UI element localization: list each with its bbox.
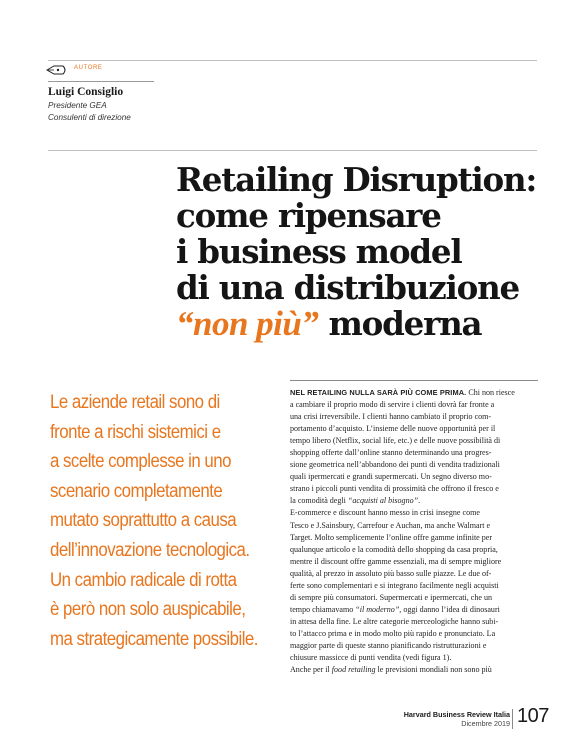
body-line: mentre il discount offre gamme essenziali, ma di sempre migliore [290,556,502,566]
author-company: Consulenti di direzione [48,113,131,122]
pull-quote [50,388,256,654]
body-line: E-commerce e discount hanno messo in crisi insegne come [290,508,480,518]
body-rule [290,380,538,381]
body-line: Tesco e J.Sainsbury, Carrefour e Auchan, ma anche Walmart e [290,520,491,530]
body-line: qualità, al prezzo in assoluto più basso sulle piazze. Le due of- [290,568,492,578]
body-line: to l’attacco prima e in modo molto più rapido e pronunciato. La [290,628,496,638]
pull-quote-line: Un cambio radicale di rotta [50,568,237,591]
footer-date: Dicembre 2019 [461,719,510,728]
body-line: Target. Molto semplicemente l’online offre gamme infinite per [290,532,493,542]
pull-quote-line: dell’innovazione tecnologica. [50,538,250,561]
body-line: quali ipermercati e grandi supermercati. Un segno diverso mo- [290,472,492,482]
body-line: shopping offerte dall’online stanno determinando una progres- [290,448,492,458]
body-line: ferte sono complementari e si integrano facilmente negli acquisti [290,580,499,590]
body-line: portamento d’acquisto. L’insieme delle nuove opportunità per il [290,424,496,434]
page-number: 107 [517,705,549,727]
body-line: qualunque articolo e la comodità dello shopping da casa propria, [290,544,498,554]
body-line: tempo chiamavamo “il moderno”, oggi danno l’idea di dinosauri [290,604,500,614]
section-tag: AUTORE [74,65,103,71]
headline-line: Retailing Disruption: [176,160,537,199]
pull-quote-line: a scelte complesse in uno [50,450,231,473]
body-line: di sempre più consumatori. Supermercati e ipermercati, che un [290,592,492,602]
headline-line: i business model [176,232,462,271]
author-role [48,100,131,124]
body-text [290,387,540,676]
body-line: strano i piccoli punti vendita di prossimità che offrono il fresco e [290,484,499,494]
body-line: chiusure massicce di punti vendita (vedi figura 1). [290,653,452,663]
body-line: in attesa della fine. Le altre categorie merceologiche hanno subi- [290,616,499,626]
body-line: a cambiare il proprio modo di servire i clienti dovrà far fronte a [290,400,495,410]
headline-line: come ripensare [176,196,441,235]
headline-line: di una distribuzione [176,268,520,307]
body-line: maggior parte di queste stanno pianificando ristrutturazioni e [290,640,487,650]
author-title: Presidente GEA [48,101,107,110]
author-rule [48,81,154,82]
body-line: sione geometrica nell’abbandono dei punti di vendita tradizionali [290,460,500,470]
headline-accent: “non più” [176,304,319,343]
body-line: NEL RETAILING NULLA SARÀ PIÙ COME PRIMA. Chi non riesce [290,388,515,397]
pull-quote-line: Le aziende retail sono di [50,391,220,413]
body-lead-in: NEL RETAILING NULLA SARÀ PIÙ COME PRIMA. [290,388,467,397]
body-line: tempo libero (Netflix, social life, etc.) e delle nuove possibilità di [290,436,501,446]
author-name: Luigi Consiglio [48,86,124,98]
headline-line [176,306,536,342]
top-rule [48,60,537,61]
article-headline [176,162,536,342]
headline-end: moderna [318,304,482,343]
body-line: una crisi irreversibile. I clienti hanno cambiato il proprio com- [290,412,492,422]
pull-quote-line: mutato soprattutto a causa [50,509,237,532]
body-line: la comodità degli “acquisti al bisogno”. [290,496,421,506]
fountain-pen-icon [46,64,68,76]
pull-quote-line: ma strategicamente possibile. [50,627,258,650]
body-line: Anche per il food retailing le previsioni mondiali non sono più [290,665,492,675]
footer-magazine: Harvard Business Review Italia [403,710,510,719]
footer-divider [512,709,513,729]
pull-quote-line: fronte a rischi sistemici e [50,420,221,443]
pull-quote-line: è però non solo auspicabile, [50,598,246,621]
pull-quote-line: scenario completamente [50,479,223,502]
headline-rule [48,150,537,151]
